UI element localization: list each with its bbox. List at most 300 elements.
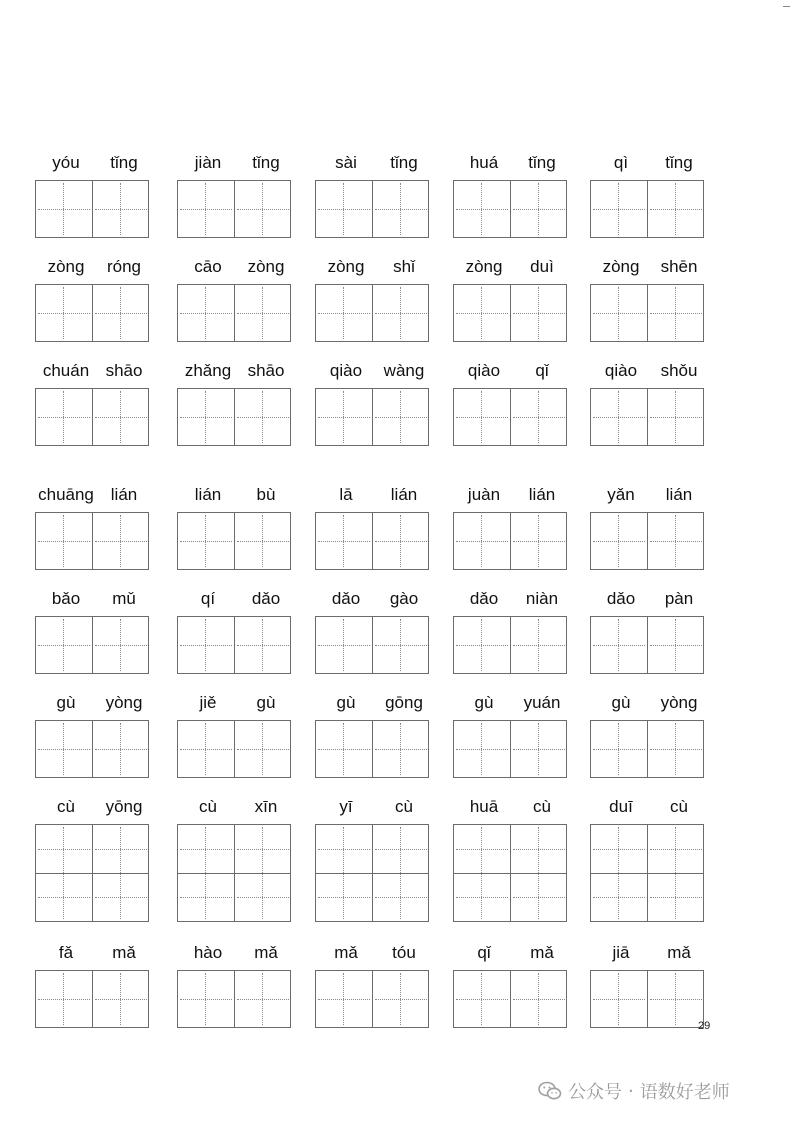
guide-line-horizontal <box>38 313 90 314</box>
pinyin-line <box>590 256 704 278</box>
square-divider <box>591 873 647 874</box>
writing-square <box>234 721 291 777</box>
writing-grid[interactable] <box>315 512 429 570</box>
guide-line-horizontal <box>593 999 645 1000</box>
pinyin-syllable: yōng <box>105 797 143 816</box>
writing-square <box>591 285 647 341</box>
writing-grid[interactable] <box>35 824 149 922</box>
writing-square <box>36 389 92 445</box>
pinyin-line <box>453 942 567 964</box>
writing-grid[interactable] <box>35 616 149 674</box>
pinyin-syllable: zòng <box>47 257 85 276</box>
writing-grid[interactable] <box>590 512 704 570</box>
writing-grid[interactable] <box>453 970 567 1028</box>
pinyin-syllable: cù <box>395 797 413 816</box>
writing-square <box>316 181 372 237</box>
pinyin-line <box>177 256 291 278</box>
writing-square <box>510 971 567 1027</box>
writing-square <box>234 971 291 1027</box>
writing-square <box>92 285 149 341</box>
writing-square <box>647 825 704 921</box>
writing-square <box>454 971 510 1027</box>
page-number: 29 <box>698 1020 711 1032</box>
guide-line-horizontal <box>237 749 289 750</box>
guide-line-horizontal <box>95 541 147 542</box>
pinyin-syllable: shǐ <box>393 257 415 276</box>
guide-line-horizontal <box>650 849 702 850</box>
pinyin-syllable: yóu <box>52 153 80 172</box>
pinyin-syllable: sài <box>335 153 357 172</box>
writing-grid[interactable] <box>35 284 149 342</box>
guide-line-horizontal <box>237 417 289 418</box>
writing-grid[interactable] <box>590 824 704 922</box>
writing-grid[interactable] <box>453 284 567 342</box>
writing-square <box>454 513 510 569</box>
guide-line-horizontal <box>456 999 508 1000</box>
guide-line-horizontal <box>456 849 508 850</box>
guide-line-horizontal <box>456 749 508 750</box>
writing-square <box>647 285 704 341</box>
pinyin-line <box>315 360 429 382</box>
writing-square <box>591 389 647 445</box>
pinyin-syllable: wàng <box>383 361 425 380</box>
writing-square <box>372 721 429 777</box>
writing-square <box>36 825 92 921</box>
pinyin-line <box>315 588 429 610</box>
writing-square <box>510 617 567 673</box>
pinyin-syllable: qì <box>613 153 629 172</box>
writing-square <box>647 181 704 237</box>
writing-square <box>591 971 647 1027</box>
writing-square <box>92 971 149 1027</box>
writing-square <box>234 825 291 921</box>
guide-line-horizontal <box>38 645 90 646</box>
writing-square <box>178 971 234 1027</box>
guide-line-horizontal <box>38 417 90 418</box>
guide-line-horizontal <box>180 749 232 750</box>
writing-square <box>234 181 291 237</box>
guide-line-horizontal <box>593 849 645 850</box>
pinyin-line <box>35 152 149 174</box>
square-divider <box>316 873 372 874</box>
guide-line-horizontal <box>593 313 645 314</box>
pinyin-syllable: juàn <box>467 485 501 504</box>
pinyin-line <box>453 360 567 382</box>
guide-line-horizontal <box>375 541 427 542</box>
guide-line-horizontal <box>513 999 565 1000</box>
guide-line-horizontal <box>180 313 232 314</box>
writing-square <box>372 971 429 1027</box>
guide-line-horizontal <box>237 849 289 850</box>
writing-square <box>454 825 510 921</box>
guide-line-horizontal <box>318 897 370 898</box>
writing-grid[interactable] <box>590 388 704 446</box>
pinyin-syllable: fǎ <box>58 943 74 962</box>
pinyin-line <box>177 942 291 964</box>
pinyin-syllable: dǎo <box>469 589 499 608</box>
pinyin-syllable: lián <box>194 485 222 504</box>
pinyin-line <box>315 692 429 714</box>
pinyin-line <box>453 588 567 610</box>
pinyin-line <box>453 484 567 506</box>
guide-line-horizontal <box>95 417 147 418</box>
pinyin-syllable: gù <box>611 693 631 712</box>
writing-square <box>647 721 704 777</box>
wechat-icon <box>538 1081 562 1101</box>
pinyin-syllable: duī <box>609 797 633 816</box>
writing-square <box>316 617 372 673</box>
pinyin-syllable: gù <box>256 693 276 712</box>
pinyin-syllable: róng <box>106 257 142 276</box>
guide-line-horizontal <box>650 897 702 898</box>
writing-grid[interactable] <box>315 970 429 1028</box>
guide-line-horizontal <box>318 999 370 1000</box>
guide-line-horizontal <box>456 541 508 542</box>
guide-line-horizontal <box>513 849 565 850</box>
guide-line-horizontal <box>650 313 702 314</box>
guide-line-horizontal <box>375 645 427 646</box>
guide-line-horizontal <box>593 645 645 646</box>
writing-square <box>316 389 372 445</box>
writing-square <box>372 285 429 341</box>
pinyin-line <box>177 588 291 610</box>
writing-square <box>178 285 234 341</box>
writing-grid[interactable] <box>177 616 291 674</box>
pinyin-syllable: yī <box>339 797 353 816</box>
pinyin-syllable: dǎo <box>251 589 281 608</box>
guide-line-horizontal <box>95 999 147 1000</box>
guide-line-horizontal <box>650 645 702 646</box>
pinyin-line <box>590 484 704 506</box>
writing-grid[interactable] <box>453 388 567 446</box>
writing-grid[interactable] <box>177 824 291 922</box>
square-divider <box>511 873 567 874</box>
watermark-dot: · <box>628 1080 634 1102</box>
pinyin-syllable: qǐ <box>477 943 491 962</box>
writing-grid[interactable] <box>590 970 704 1028</box>
guide-line-horizontal <box>593 417 645 418</box>
guide-line-horizontal <box>375 313 427 314</box>
writing-grid[interactable] <box>177 388 291 446</box>
pinyin-line <box>453 796 567 818</box>
guide-line-horizontal <box>513 645 565 646</box>
writing-square <box>372 825 429 921</box>
guide-line-horizontal <box>318 541 370 542</box>
guide-line-horizontal <box>95 897 147 898</box>
guide-line-horizontal <box>237 209 289 210</box>
pinyin-syllable: mǔ <box>112 589 136 608</box>
guide-line-horizontal <box>237 897 289 898</box>
pinyin-line <box>315 796 429 818</box>
pinyin-syllable: tǐng <box>110 153 138 172</box>
writing-square <box>92 513 149 569</box>
pinyin-line <box>590 152 704 174</box>
writing-square <box>591 721 647 777</box>
guide-line-horizontal <box>38 749 90 750</box>
pinyin-syllable: qiào <box>604 361 638 380</box>
writing-grid[interactable] <box>315 616 429 674</box>
guide-line-horizontal <box>38 849 90 850</box>
pinyin-line <box>177 484 291 506</box>
pinyin-syllable: qǐ <box>535 361 549 380</box>
pinyin-line <box>590 942 704 964</box>
writing-square <box>36 971 92 1027</box>
square-divider <box>178 873 234 874</box>
pinyin-syllable: qí <box>200 589 216 608</box>
pinyin-syllable: gōng <box>385 693 423 712</box>
pinyin-syllable: cāo <box>194 257 222 276</box>
writing-grid[interactable] <box>453 824 567 922</box>
guide-line-horizontal <box>318 749 370 750</box>
pinyin-syllable: shāo <box>247 361 285 380</box>
pinyin-syllable: bù <box>256 485 276 504</box>
guide-line-horizontal <box>318 417 370 418</box>
writing-grid[interactable] <box>177 970 291 1028</box>
writing-square <box>316 513 372 569</box>
guide-line-horizontal <box>513 749 565 750</box>
pinyin-syllable: tǐng <box>528 153 556 172</box>
guide-line-horizontal <box>593 749 645 750</box>
pinyin-line <box>35 942 149 964</box>
guide-line-horizontal <box>375 897 427 898</box>
guide-line-horizontal <box>180 897 232 898</box>
guide-line-horizontal <box>180 645 232 646</box>
guide-line-horizontal <box>95 749 147 750</box>
writing-square <box>316 825 372 921</box>
pinyin-syllable: mǎ <box>112 943 136 962</box>
guide-line-horizontal <box>38 209 90 210</box>
guide-line-horizontal <box>456 645 508 646</box>
writing-grid[interactable] <box>35 720 149 778</box>
guide-line-horizontal <box>180 417 232 418</box>
guide-line-horizontal <box>95 645 147 646</box>
writing-grid[interactable] <box>453 180 567 238</box>
pinyin-syllable: qiào <box>329 361 363 380</box>
writing-square <box>316 285 372 341</box>
guide-line-horizontal <box>375 209 427 210</box>
pinyin-syllable: qiào <box>467 361 501 380</box>
guide-line-horizontal <box>38 999 90 1000</box>
writing-square <box>591 513 647 569</box>
guide-line-horizontal <box>180 541 232 542</box>
pinyin-syllable: cù <box>670 797 688 816</box>
guide-line-horizontal <box>95 209 147 210</box>
pinyin-syllable: dǎo <box>331 589 361 608</box>
pinyin-syllable: gào <box>389 589 419 608</box>
guide-line-horizontal <box>318 209 370 210</box>
writing-square <box>454 721 510 777</box>
square-divider <box>36 873 92 874</box>
pinyin-syllable: zhǎng <box>184 361 232 380</box>
writing-square <box>36 181 92 237</box>
writing-square <box>647 389 704 445</box>
writing-square <box>178 389 234 445</box>
writing-square <box>234 285 291 341</box>
guide-line-horizontal <box>650 999 702 1000</box>
corner-mark <box>783 6 790 7</box>
writing-square <box>36 513 92 569</box>
pinyin-syllable: zòng <box>465 257 503 276</box>
writing-grid[interactable] <box>35 512 149 570</box>
writing-grid[interactable] <box>35 388 149 446</box>
writing-square <box>316 971 372 1027</box>
writing-square <box>510 513 567 569</box>
guide-line-horizontal <box>180 849 232 850</box>
writing-square <box>92 617 149 673</box>
pinyin-syllable: gù <box>336 693 356 712</box>
writing-square <box>234 617 291 673</box>
writing-square <box>316 721 372 777</box>
writing-square <box>372 181 429 237</box>
writing-grid[interactable] <box>177 720 291 778</box>
guide-line-horizontal <box>375 999 427 1000</box>
pinyin-line <box>35 484 149 506</box>
guide-line-horizontal <box>375 749 427 750</box>
guide-line-horizontal <box>237 645 289 646</box>
pinyin-syllable: cù <box>533 797 551 816</box>
pinyin-syllable: mǎ <box>530 943 554 962</box>
writing-square <box>178 825 234 921</box>
pinyin-syllable: yuán <box>523 693 561 712</box>
pinyin-line <box>453 256 567 278</box>
writing-square <box>178 617 234 673</box>
pinyin-line <box>315 256 429 278</box>
pinyin-line <box>35 256 149 278</box>
guide-line-horizontal <box>180 209 232 210</box>
writing-square <box>234 513 291 569</box>
pinyin-syllable: mǎ <box>667 943 691 962</box>
pinyin-line <box>177 796 291 818</box>
pinyin-syllable: lián <box>528 485 556 504</box>
pinyin-line <box>590 360 704 382</box>
writing-square <box>510 181 567 237</box>
pinyin-syllable: mǎ <box>254 943 278 962</box>
watermark-channel: 公众号 <box>568 1082 622 1103</box>
square-divider <box>648 873 704 874</box>
guide-line-horizontal <box>650 749 702 750</box>
watermark-name: 语数好老师 <box>639 1082 730 1103</box>
pinyin-syllable: gù <box>474 693 494 712</box>
writing-grid[interactable] <box>315 720 429 778</box>
pinyin-syllable: jiàn <box>194 153 222 172</box>
pinyin-line <box>590 796 704 818</box>
pinyin-syllable: tǐng <box>252 153 280 172</box>
pinyin-syllable: zòng <box>247 257 285 276</box>
pinyin-line <box>453 152 567 174</box>
guide-line-horizontal <box>513 313 565 314</box>
writing-square <box>454 389 510 445</box>
writing-grid[interactable] <box>315 180 429 238</box>
guide-line-horizontal <box>375 849 427 850</box>
guide-line-horizontal <box>513 209 565 210</box>
pinyin-line <box>315 152 429 174</box>
pinyin-syllable: yǎn <box>607 485 635 504</box>
pinyin-line <box>590 588 704 610</box>
guide-line-horizontal <box>180 999 232 1000</box>
writing-grid[interactable] <box>35 180 149 238</box>
writing-square <box>92 825 149 921</box>
pinyin-line <box>35 588 149 610</box>
writing-grid[interactable] <box>453 512 567 570</box>
writing-grid[interactable] <box>315 824 429 922</box>
guide-line-horizontal <box>95 849 147 850</box>
guide-line-horizontal <box>318 849 370 850</box>
guide-line-horizontal <box>593 209 645 210</box>
pinyin-syllable: niàn <box>525 589 559 608</box>
writing-square <box>178 181 234 237</box>
guide-line-horizontal <box>456 417 508 418</box>
writing-square <box>178 513 234 569</box>
pinyin-syllable: tǐng <box>390 153 418 172</box>
pinyin-line <box>35 360 149 382</box>
pinyin-syllable: yòng <box>105 693 143 712</box>
writing-grid[interactable] <box>177 284 291 342</box>
pinyin-line <box>35 796 149 818</box>
pinyin-syllable: zòng <box>602 257 640 276</box>
writing-grid[interactable] <box>590 720 704 778</box>
writing-grid[interactable] <box>177 512 291 570</box>
writing-square <box>372 389 429 445</box>
writing-square <box>647 513 704 569</box>
guide-line-horizontal <box>456 897 508 898</box>
guide-line-horizontal <box>513 417 565 418</box>
writing-grid[interactable] <box>315 388 429 446</box>
writing-grid[interactable] <box>590 180 704 238</box>
writing-square <box>372 617 429 673</box>
pinyin-syllable: huá <box>469 153 499 172</box>
writing-square <box>454 617 510 673</box>
guide-line-horizontal <box>456 313 508 314</box>
pinyin-syllable: tǐng <box>665 153 693 172</box>
writing-square <box>510 721 567 777</box>
pinyin-line <box>453 692 567 714</box>
pinyin-line <box>315 942 429 964</box>
pinyin-syllable: shǒu <box>660 361 698 380</box>
pinyin-line <box>315 484 429 506</box>
pinyin-syllable: huā <box>469 797 499 816</box>
square-divider <box>373 873 429 874</box>
pinyin-syllable: lián <box>665 485 693 504</box>
square-divider <box>454 873 510 874</box>
writing-square <box>591 617 647 673</box>
writing-square <box>36 285 92 341</box>
pinyin-syllable: jiā <box>612 943 630 962</box>
writing-square <box>92 389 149 445</box>
pinyin-syllable: chuāng <box>38 485 94 504</box>
pinyin-line <box>35 692 149 714</box>
guide-line-horizontal <box>513 897 565 898</box>
writing-grid[interactable] <box>177 180 291 238</box>
writing-grid[interactable] <box>315 284 429 342</box>
pinyin-syllable: xīn <box>254 797 278 816</box>
pinyin-syllable: pàn <box>664 589 694 608</box>
pinyin-syllable: tóu <box>392 943 416 962</box>
writing-grid[interactable] <box>590 284 704 342</box>
writing-grid[interactable] <box>453 616 567 674</box>
writing-grid[interactable] <box>590 616 704 674</box>
writing-square <box>178 721 234 777</box>
pinyin-line <box>177 152 291 174</box>
writing-square <box>234 389 291 445</box>
pinyin-syllable: shēn <box>660 257 698 276</box>
writing-grid[interactable] <box>35 970 149 1028</box>
writing-grid[interactable] <box>453 720 567 778</box>
guide-line-horizontal <box>375 417 427 418</box>
guide-line-horizontal <box>237 541 289 542</box>
writing-square <box>36 721 92 777</box>
guide-line-horizontal <box>650 417 702 418</box>
guide-line-horizontal <box>95 313 147 314</box>
